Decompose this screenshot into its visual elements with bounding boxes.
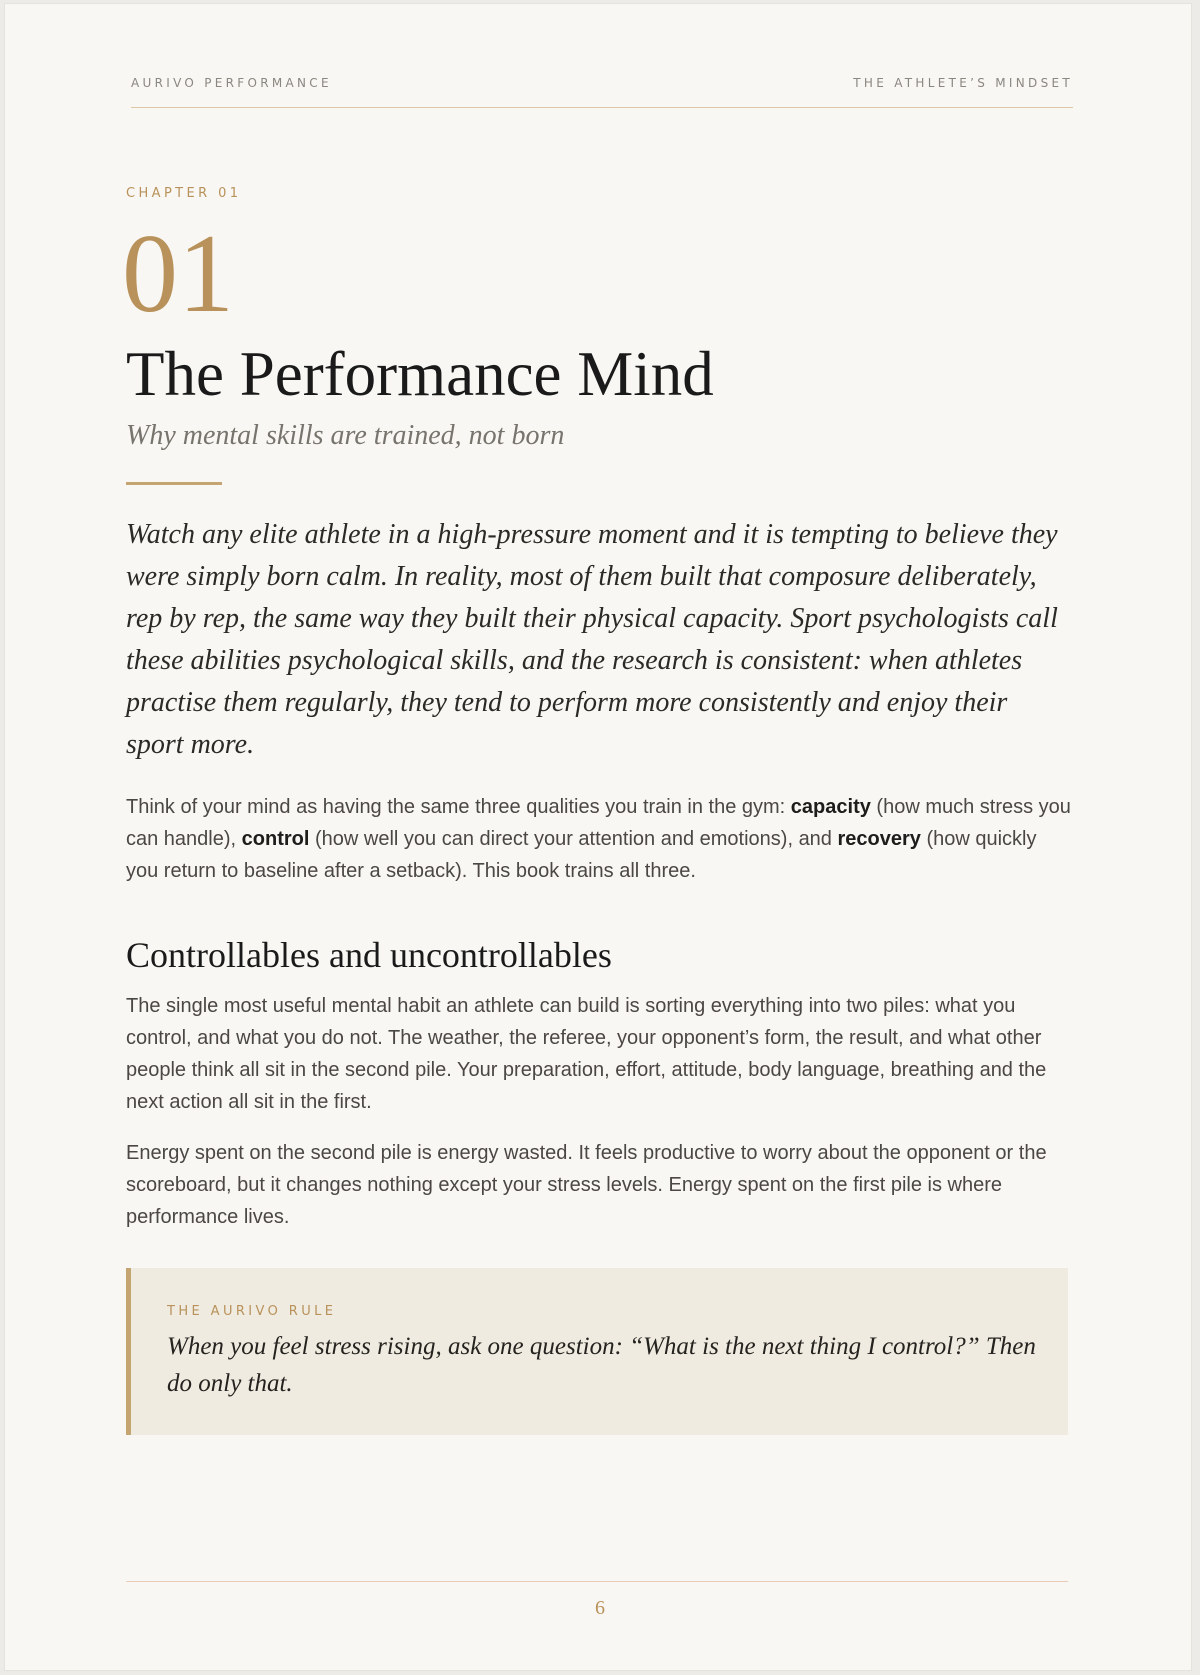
- term-recovery: recovery: [837, 828, 921, 850]
- body-paragraph: Energy spent on the second pile is energy wasted. It feels productive to worry about the opponent or the scoreboard, but it changes nothing except your stress levels. Energy spent on the first pile is where performance lives.: [126, 1142, 1047, 1228]
- intro-paragraph: [126, 791, 1071, 887]
- running-header: [131, 74, 1073, 108]
- callout-text: When you feel stress rising, ask one question: “What is the next thing I control?” Then do only that.: [167, 1333, 1036, 1397]
- chapter-subtitle: Why mental skills are trained, not born: [126, 420, 565, 451]
- chapter-number: 01: [122, 212, 234, 336]
- lead-paragraph: Watch any elite athlete in a high-pressure moment and it is tempting to believe they were simply born calm. In reality, most of them built that composure deliberately, rep by rep, the same way they built their physical capacity. Sport psychologists call these abilities psychological skills, and the research is consistent: when athletes practise them regularly, they tend to perform more consistently and enjoy their sport more.: [126, 519, 1058, 760]
- footer-divider: [126, 1581, 1068, 1582]
- title-divider: [126, 482, 222, 485]
- term-capacity: capacity: [790, 796, 871, 818]
- section-heading: Controllables and uncontrollables: [126, 935, 612, 975]
- chapter-label: CHAPTER 01: [126, 186, 242, 201]
- intro-text: (how quickly you return to baseline after a setback). This book trains all three.: [126, 828, 1037, 882]
- rule-callout: [126, 1268, 1068, 1435]
- intro-text: (how well you can direct your attention and emotions), and: [309, 828, 838, 850]
- intro-text: Think of your mind as having the same three qualities you train in the gym:: [126, 796, 791, 818]
- intro-text: (how much stress you can handle),: [126, 796, 1071, 850]
- term-control: control: [241, 828, 310, 850]
- chapter-title: The Performance Mind: [126, 339, 714, 409]
- body-paragraph: The single most useful mental habit an athlete can build is sorting everything into two piles: what you control, and what you do not. The weather, the referee, your opponent’s form, the result, and what other people think all sit in the second pile. Your preparation, effort, attitude, body language, breathing and the next action all sit in the first.: [126, 995, 1047, 1113]
- callout-label: THE AURIVO RULE: [167, 1304, 337, 1319]
- book-title: THE ATHLETE’S MINDSET: [853, 76, 1073, 90]
- brand-name: AURIVO PERFORMANCE: [131, 76, 332, 90]
- page-number: 6: [595, 1597, 605, 1619]
